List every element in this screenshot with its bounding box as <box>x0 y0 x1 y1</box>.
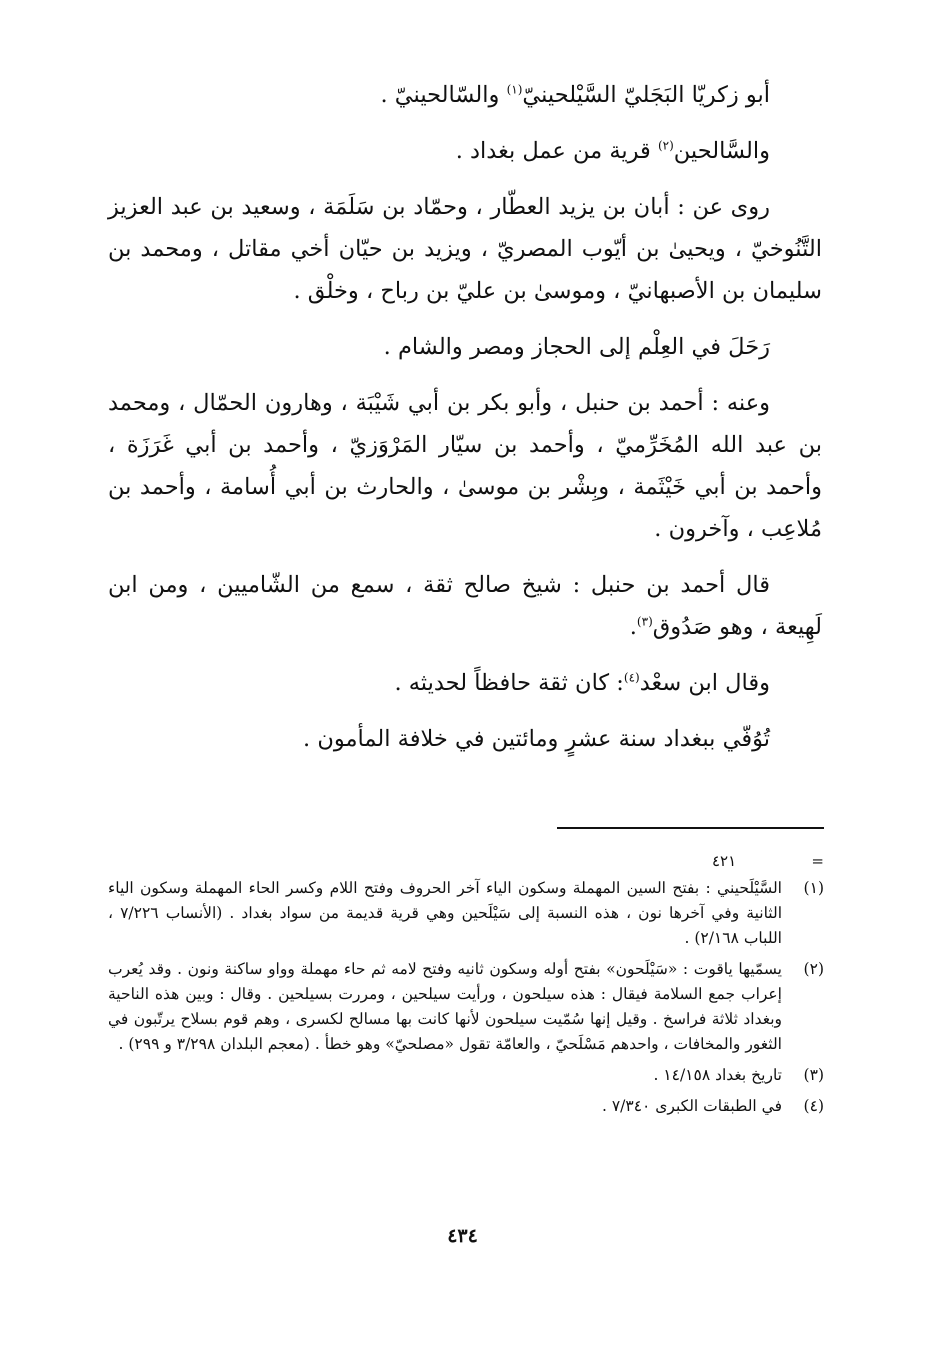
footnote-number: (١) <box>803 879 824 897</box>
footnote-text: السَّيْلَحيني : بفتح السين المهملة وسكون الياء آخر الحروف وفتح اللام وكسر الحاء المهملة وسكون الياء الثانية وفي آخرها نون ، هذه النسبة إلى سَيْلَحين وهي قرية قديمة من سواد بغداد . (الأنساب ٧/٢٢٦ ، اللباب ٢/١٦٨) . <box>108 879 782 947</box>
paragraph-rahal: رَحَلَ في العِلْم إلى الحجاز ومصر والشام . <box>383 334 770 360</box>
footnote-ref-2: (٢) <box>657 138 674 153</box>
footnote-number: (٢) <box>803 960 824 978</box>
footnote-separator <box>557 827 824 829</box>
continuation-mark: = <box>811 852 824 870</box>
continuation-number: ٤٢١ <box>712 852 737 870</box>
footnote-text: يسمّيها ياقوت : «سَيْلَحون» بفتح أوله وسكون ثانيه وفتح لامه ثم حاء مهملة وواو ساكنة ونون . وقد يُعرب إعراب جمع السلامة فيقال : هذه سيلحون ، ورأيت سيلحين ، ومررت بسيلحين . وقال : وبين هذه الناحية وبغداد ثلاثة فراسخ . وقيل إنها سُمّيت سيلحون لأنها كانت بها مسالح لكسرى ، وهم قوم بسلاح يرتّبون في الثغور والمخافات ، واحدهم مَسْلَحيّ ، والعامّة تقول «مصلحيّ» وهو خطأ . (معجم البلدان ٣/٢٩٨ و ٢٩٩) . <box>108 960 782 1053</box>
paragraph-tuwuffi: تُوُفّي ببغداد سنة عشرٍ ومائتين في خلافة المأمون . <box>303 726 770 752</box>
ibn-saad-text: وقال ابن سعْد <box>639 670 770 696</box>
footnote-ref-4: (٤) <box>623 670 640 685</box>
paragraph-wa-anhu: وعنه : أحمد بن حنبل ، وأبو بكر بن أبي شَيْبَة ، وهارون الحمّال ، ومحمد بن عبد الله المُخَرِّميّ ، وأحمد بن سيّار المَرْوَزيّ ، وأحمد بن أبي غَرَزَة ، وأحمد بن أبي خَيْثَمة ، وبِشْر بن موسىٰ ، والحارث بن أبي أُسامة ، وأحمد بن مُلاعِب ، وآخرون . <box>108 390 822 542</box>
ahmad-text: قال أحمد بن حنبل : شيخ صالح ثقة ، سمع من الشّاميين ، ومن ابن لَهِيعة ، وهو صَدُوق <box>108 572 822 640</box>
footnote-4 <box>108 1094 824 1119</box>
footnote-ref-1: (١) <box>506 82 523 97</box>
page-number: ٤٣٤ <box>447 1225 478 1247</box>
footnote-number: (٤) <box>803 1097 824 1115</box>
footnote-ref-3: (٣) <box>636 614 653 629</box>
salihin-tail: قرية من عمل بغداد . <box>455 138 658 164</box>
footnote-3 <box>108 1063 824 1088</box>
footnotes <box>108 876 824 1125</box>
paragraph-salihin <box>108 130 822 172</box>
ahmad-tail: . <box>629 614 637 640</box>
footnote-text: تاريخ بغداد ١٤/١٥٨ . <box>653 1066 782 1084</box>
salihin-text: والسَّالحين <box>673 138 770 164</box>
paragraph-nisba <box>108 74 822 116</box>
footnote-text: في الطبقات الكبرى ٧/٣٤٠ . <box>601 1097 782 1115</box>
footnote-continuation <box>712 850 824 872</box>
nisba-text: أبو زكريّا البَجَليّ السَّيْلحينيّ <box>522 82 770 108</box>
paragraph-ahmad-qala <box>108 564 822 648</box>
paragraph-rawa-an: روى عن : أبان بن يزيد العطّار ، وحمّاد بن سَلَمَة ، وسعيد بن عبد العزيز التَّنُوخيّ ، ويحيىٰ بن أيّوب المصريّ ، ويزيد بن حيّان أخي مقاتل ، ومحمد بن سليمان بن الأصبهانيّ ، وموسىٰ بن عليّ بن رباح ، وخلْق . <box>108 194 822 304</box>
footnote-number: (٣) <box>803 1066 824 1084</box>
footnote-1 <box>108 876 824 951</box>
ibn-saad-tail: : كان ثقة حافظاً لحديثه . <box>394 670 624 696</box>
paragraph-ibn-saad <box>108 662 822 704</box>
nisba-tail: والسّالحينيّ . <box>380 82 507 108</box>
footnote-2 <box>108 957 824 1057</box>
main-text <box>108 74 822 774</box>
